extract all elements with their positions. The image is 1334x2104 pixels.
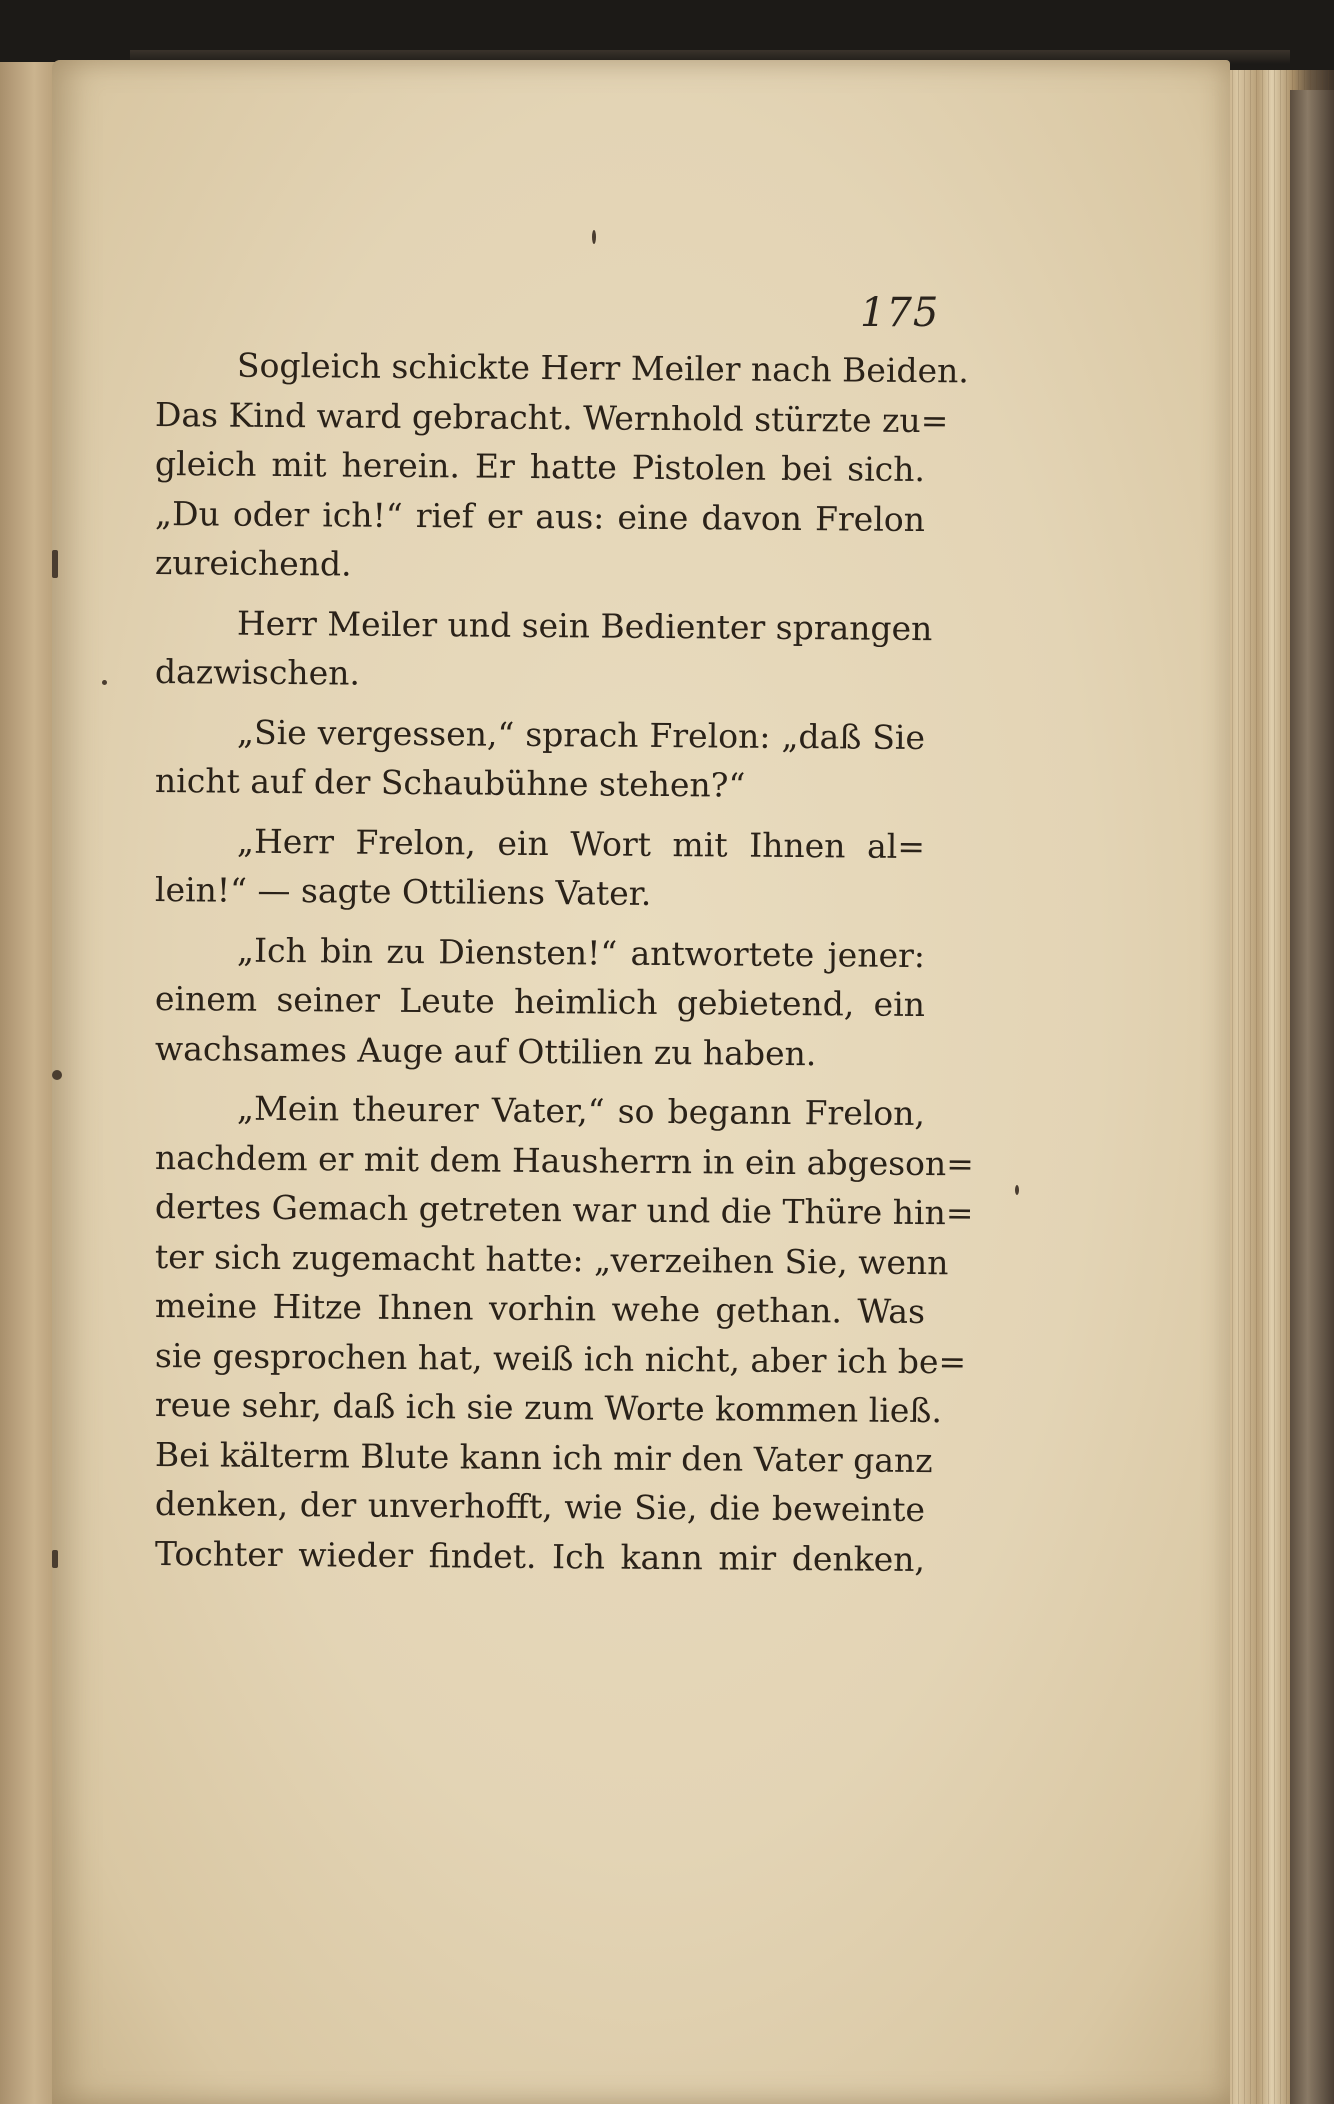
text-line: meine Hitze Ihnen vorhin wehe gethan. Was: [154, 1286, 926, 1332]
text-line: „Ich bin zu Diensten!“ antwortete jener:: [236, 930, 926, 975]
text-line: Das Kind ward gebracht. Wernhold stürzte zu=: [154, 394, 949, 440]
text-line: einem seiner Leute heimlich gebietend, ein: [154, 979, 926, 1025]
text-line: reue sehr, daß ich sie zum Worte kommen ließ.: [154, 1385, 943, 1431]
body-text: [154, 340, 975, 1579]
text-line: Tochter wieder findet. Ich kann mir denken,: [154, 1533, 926, 1579]
text-line: „Herr Frelon, ein Wort mit Ihnen al=: [236, 821, 926, 866]
text-line: nicht auf der Schaubühne stehen?“: [154, 761, 746, 805]
text-line: Herr Meiler und sein Bedienter sprangen: [236, 603, 933, 648]
book-cover-edge: [1290, 90, 1334, 2104]
text-line: gleich mit herein. Er hatte Pistolen bei sich.: [154, 444, 926, 490]
text-line: Sogleich schickte Herr Meiler nach Beiden.: [236, 345, 970, 391]
text-line: zureichend.: [154, 543, 352, 584]
text-line: lein!“ — sagte Ottiliens Vater.: [154, 870, 652, 913]
text-line: „Mein theurer Vater,“ so begann Frelon,: [236, 1088, 926, 1134]
text-line: „Sie vergessen,“ sprach Frelon: „daß Sie: [236, 712, 926, 757]
text-line: ter sich zugemacht hatte: „verzeihen Sie, wenn: [154, 1236, 949, 1282]
text-line: nachdem er mit dem Hausherrn in ein abgeson=: [154, 1137, 975, 1183]
ink-speck: [102, 680, 107, 685]
page-number: 175: [860, 290, 940, 336]
margin-mark: [52, 1070, 62, 1080]
text-line: sie gesprochen hat, weiß ich nicht, aber ich be=: [154, 1335, 967, 1381]
ink-speck: [592, 230, 596, 244]
text-line: „Du oder ich!“ rief er aus: eine davon Frelon: [154, 493, 926, 539]
ink-speck: [1015, 1185, 1019, 1195]
text-line: dazwischen.: [154, 652, 361, 693]
text-line: dertes Gemach getreten war und die Thüre hin=: [154, 1187, 974, 1233]
margin-mark: [52, 550, 58, 578]
text-line: denken, der unverhofft, wie Sie, die beweinte: [154, 1484, 926, 1530]
margin-mark: [52, 1550, 58, 1568]
text-line: wachsames Auge auf Ottilien zu haben.: [154, 1028, 817, 1073]
text-line: Bei kälterm Blute kann ich mir den Vater ganz: [154, 1434, 933, 1480]
